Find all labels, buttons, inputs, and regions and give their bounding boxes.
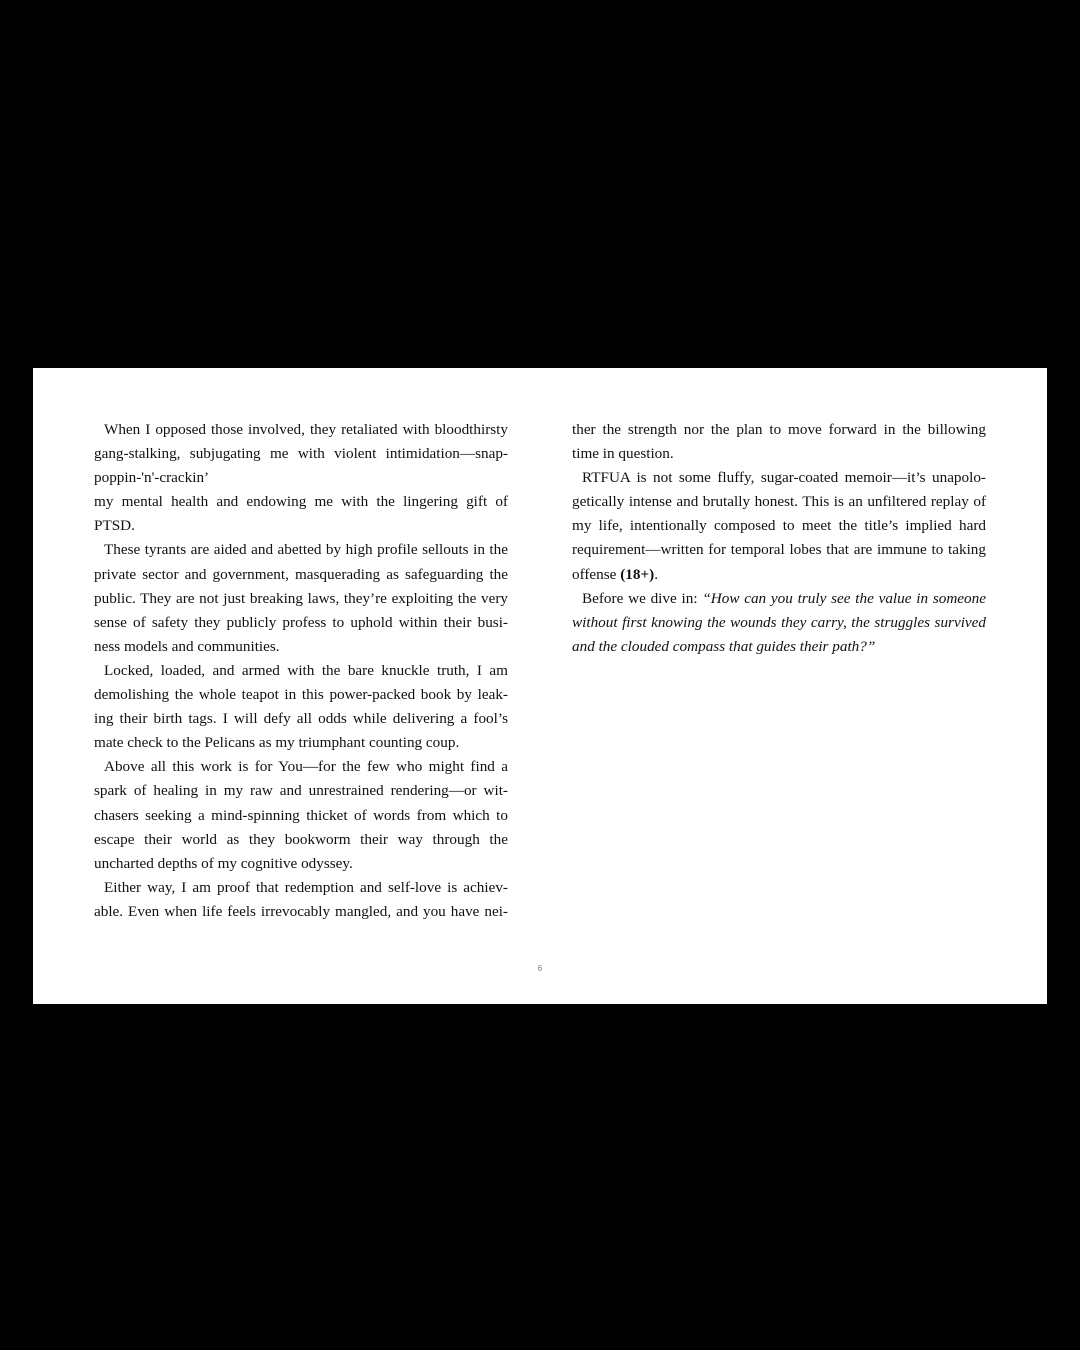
offense-text: offense <box>572 565 621 583</box>
text-line: able. Even when life feels irrevocably mangled, and you have nei- <box>94 902 508 920</box>
text-line: uncharted depths of my cognitive odyssey. <box>94 854 353 872</box>
text-line: Either way, I am proof that redemption and self-love is achiev- <box>104 878 508 896</box>
text-line: getically intense and brutally honest. This is an unfiltered replay of <box>572 493 986 511</box>
text-line: Above all this work is for You—for the few who might find a <box>104 758 508 776</box>
text-line: my mental health and endowing me with the lingering gift of <box>94 493 508 511</box>
quote-intro: Before we dive in: <box>582 589 703 607</box>
book-spread <box>33 368 1047 1004</box>
text-line-quote-intro <box>572 587 986 611</box>
text-line: gang-stalking, subjugating me with violent intimidation—snap- <box>94 445 508 463</box>
page-number: 6 <box>537 964 543 973</box>
text-line: my life, intentionally composed to meet the title’s implied hard <box>572 517 986 535</box>
age-rating: (18+) <box>620 565 655 583</box>
text-line: Locked, loaded, and armed with the bare knuckle truth, I am <box>104 661 508 679</box>
quote-line: without first knowing the wounds they carry, the struggles survived <box>572 613 986 631</box>
quote-text: “How can you truly see the value in someone <box>702 589 986 607</box>
quote-line: and the clouded compass that guides their path?” <box>572 637 876 655</box>
text-line: ther the strength nor the plan to move forward in the billowing <box>572 421 986 438</box>
text-line: private sector and government, masquerading as safeguarding the <box>94 565 508 583</box>
text-line: RTFUA is not some fluffy, sugar-coated memoir—it’s unapolo- <box>582 469 986 487</box>
left-page-text <box>94 418 508 924</box>
right-page-text <box>572 418 986 659</box>
offense-end: . <box>654 565 658 583</box>
text-line: ness models and communities. <box>94 637 280 655</box>
text-line-offense <box>572 563 986 587</box>
text-line: PTSD. <box>94 517 135 535</box>
text-line: chasers seeking a mind-spinning thicket of words from which to <box>94 806 508 824</box>
text-line: requirement—written for temporal lobes that are immune to taking <box>572 541 986 559</box>
text-line: mate check to the Pelicans as my triumphant counting coup. <box>94 734 460 752</box>
text-line: demolishing the whole teapot in this power-packed book by leak- <box>94 686 508 704</box>
text-line: poppin-'n'-crackin’ <box>94 469 210 487</box>
text-line: public. They are not just breaking laws, they’re exploiting the very <box>94 589 508 607</box>
text-line: ing their birth tags. I will defy all odds while delivering a fool’s <box>94 710 508 728</box>
text-line: When I opposed those involved, they retaliated with bloodthirsty <box>104 421 508 438</box>
text-line: spark of healing in my raw and unrestrained rendering—or wit- <box>94 782 508 800</box>
text-line: time in question. <box>572 445 674 463</box>
text-line: sense of safety they publicly profess to uphold within their busi- <box>94 613 508 631</box>
text-line: These tyrants are aided and abetted by high profile sellouts in the <box>104 541 508 559</box>
text-line: escape their world as they bookworm their way through the <box>94 830 508 848</box>
